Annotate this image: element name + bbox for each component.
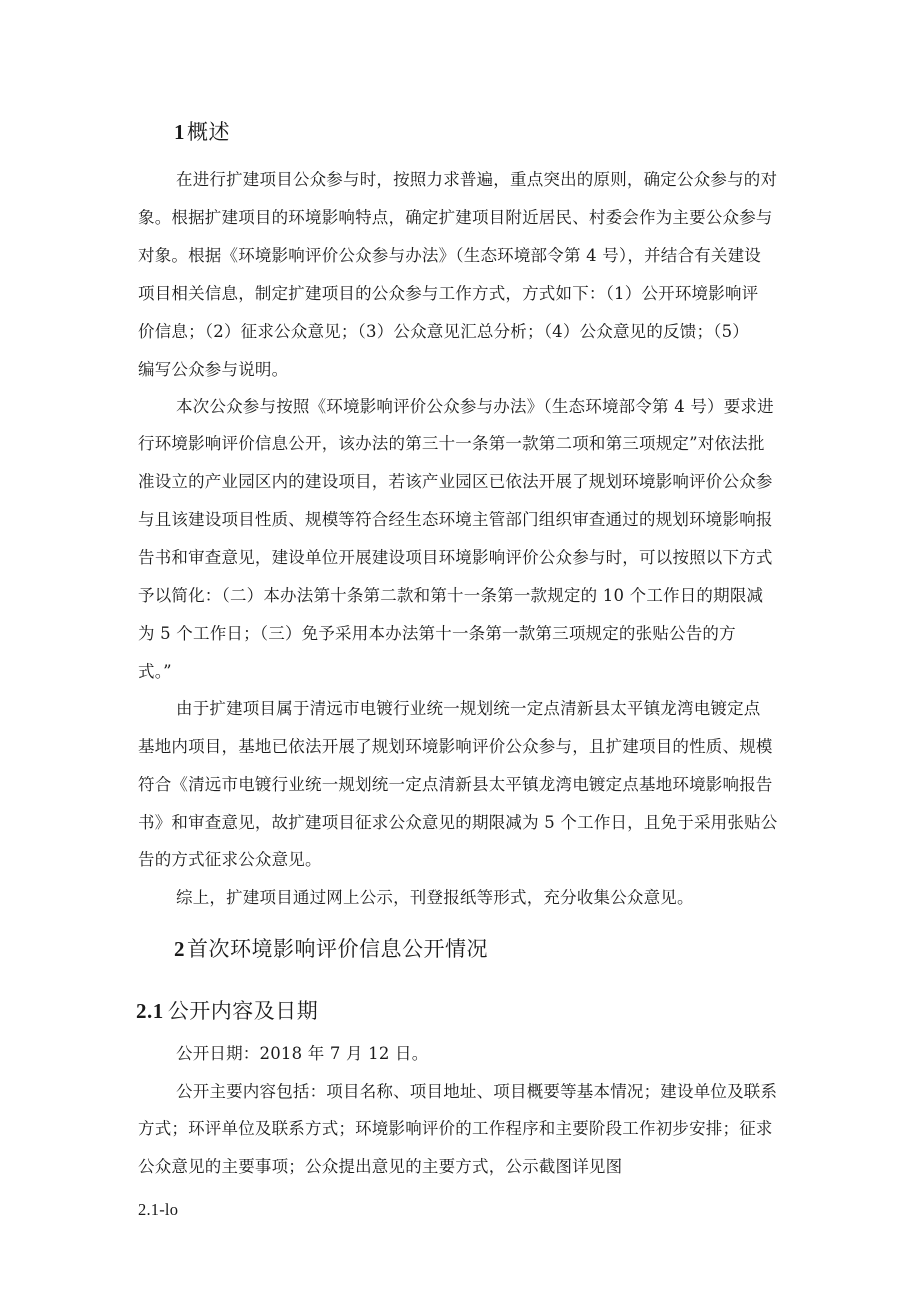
- paragraph-line: 综上，扩建项目通过网上公示，刊登报纸等形式，充分收集公众意见。: [176, 888, 694, 907]
- paragraph-line: 由于扩建项目属于清远市电镀行业统一规划统一定点清新县太平镇龙湾电镀定点: [176, 699, 761, 718]
- paragraph-line: 对象。根据《环境影响评价公众参与办法》（生态环境部令第 4 号），并结合有关建设: [138, 246, 761, 265]
- publication-date-line: 公开日期：2018 年 7 月 12 日。: [176, 1044, 429, 1063]
- paragraph-line: 予以简化：（二）本办法第十条第二款和第十一条第一款规定的 10 个工作日的期限减: [138, 586, 764, 605]
- section-2-heading: [174, 933, 488, 963]
- paragraph-line: 与且该建设项目性质、规模等符合经生态环境主管部门组织审查通过的规划环境影响报: [138, 510, 773, 529]
- paragraph-line: 符合《清远市电镀行业统一规划统一定点清新县太平镇龙湾电镀定点基地环境影响报告: [138, 775, 773, 794]
- paragraph-line: 公众意见的主要事项；公众提出意见的主要方式，公示截图详见图: [138, 1157, 623, 1176]
- paragraph-line: 公开主要内容包括：项目名称、项目地址、项目概要等基本情况；建设单位及联系: [176, 1082, 778, 1101]
- paragraph-line: 本次公众参与按照《环境影响评价公众参与办法》（生态环境部令第 4 号）要求进: [176, 397, 774, 416]
- paragraph-line: 基地内项目，基地已依法开展了规划环境影响评价公众参与，且扩建项目的性质、规模: [138, 737, 773, 756]
- paragraph-line: 书》和审查意见，故扩建项目征求公众意见的期限减为 5 个工作日，且免于采用张贴公: [138, 813, 778, 832]
- paragraph-line: 象。根据扩建项目的环境影响特点，确定扩建项目附近居民、村委会作为主要公众参与: [138, 208, 773, 227]
- paragraph-line: 告的方式征求公众意见。: [138, 850, 322, 869]
- paragraph-line: 项目相关信息，制定扩建项目的公众参与工作方式，方式如下：（1）公开环境影响评: [138, 284, 759, 303]
- paragraph-line: 式。”: [138, 662, 172, 681]
- section-1-heading: [174, 116, 230, 146]
- section-1-number: 1: [174, 120, 185, 144]
- paragraph-line: 在进行扩建项目公众参与时，按照力求普遍，重点突出的原则，确定公众参与的对: [176, 170, 778, 189]
- section-2-title: 首次环境影响评价信息公开情况: [187, 937, 488, 961]
- figure-reference: 2.1-lo: [138, 1200, 179, 1219]
- paragraph-line: 行环境影响评价信息公开，该办法的第三十一条第一款第二项和第三项规定”对依法批: [138, 434, 765, 453]
- paragraph-line: 编写公众参与说明。: [138, 360, 289, 379]
- section-2-1-heading: [136, 995, 318, 1025]
- paragraph-line: 为 5 个工作日；（三）免予采用本办法第十一条第一款第三项规定的张贴公告的方: [138, 624, 736, 643]
- paragraph-line: 方式；环评单位及联系方式；环境影响评价的工作程序和主要阶段工作初步安排；征求: [138, 1119, 773, 1138]
- section-2-number: 2: [174, 937, 185, 961]
- section-1-title: 概述: [187, 120, 230, 144]
- section-2-1-number: 2.1: [136, 999, 164, 1023]
- paragraph-line: 价信息；（2）征求公众意见；（3）公众意见汇总分析；（4）公众意见的反馈；（5）: [138, 322, 749, 341]
- paragraph-line: 告书和审查意见，建设单位开展建设项目环境影响评价公众参与时，可以按照以下方式: [138, 548, 773, 567]
- paragraph-line: 准设立的产业园区内的建设项目，若该产业园区已依法开展了规划环境影响评价公众参: [138, 472, 773, 491]
- section-2-1-title: 公开内容及日期: [167, 999, 319, 1023]
